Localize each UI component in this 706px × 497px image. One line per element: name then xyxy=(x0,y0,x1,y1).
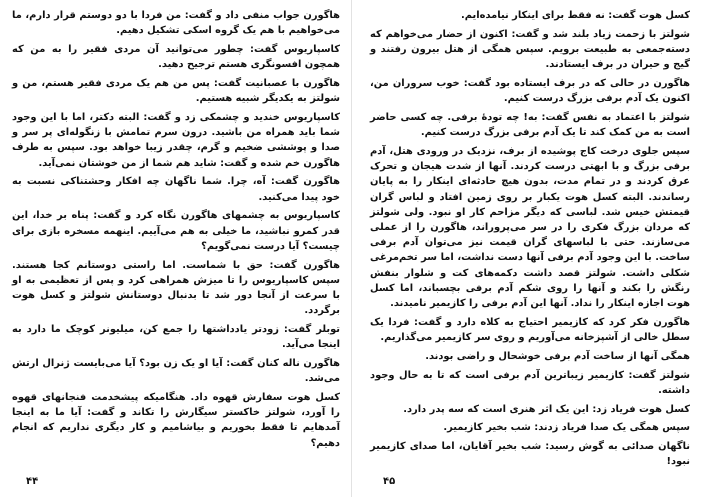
paragraph: توبلر گفت: زودتر یادداشتها را جمع کن، میلیونر کوچک ما دارد به اینجا می‌آید. xyxy=(12,324,340,351)
paragraph: سپس همگی یک صدا فریاد زدند: شب بخیر کازیمیر. xyxy=(443,422,690,434)
paragraph: سپس جلوی درخت کاج پوشیده از برف، نزدیک در ورودی هتل، آدم برفی بزرگ و با ابهتی درست کردند. آنها از شدت هیجان و تحرک عرق کردند و در تمام مدت، بدون هیچ حادثه‌ای اینکار را به پایان رساندند. البته کسل هوت یکبار بر روی زمین افتاد و لباس گران قیمتش خیس شد. لباسی که دیگر مزاحم کار او نبود. ولی شولتز که مردان بزرگ فکری را در سر می‌پروراند، هاگورن را از عملی می‌سازند. حتی با لباسهای گران قیمت نیز می‌توان آدم برفی ساخت. با این وجود آدم برفی آنها دست نداشت، اما سر تخم‌مرغی شکلی داشت. شولتز قصد داشت دکمه‌های کت و شلوار بنفش رنگش را بکند و آنها را روی شکم آدم برفی بچسباند، اما کسل هوت اجازه اینکار را نداد. آنها این آدم برفی را کازیمیر نامیدند. xyxy=(370,146,690,310)
right-page-text xyxy=(370,8,690,473)
paragraph: هاگورن با عصبانیت گفت: پس من هم یک مردی فقیر هستم، من و شولتز به یکدیگر شبیه هستیم. xyxy=(12,78,340,105)
paragraph: کاسپاریوس به چشمهای هاگورن نگاه کرد و گفت: پناه بر خدا، این قدر کمرو نباشید، ما خیلی به هم می‌آییم. اینهمه مسخره بازی برای چیست؟ آیا درست نمی‌گویم؟ xyxy=(12,210,340,252)
paragraph: هاگورن گفت: حق با شماست. اما راستی دوستانم کجا هستند. سپس کاسپاریوس را تا میزش همراهی کرد و پس از تعظیمی به او با سرعت از آنجا دور شد تا بدنبال دوستانش شولتز و کسل هوت برگردد. xyxy=(12,259,340,317)
paragraph: کسل هوت سفارش قهوه داد. هنگامیکه پیشخدمت فنجانهای قهوه را آورد، شولتز خاکستر سیگارش را تکاند و گفت: آیا ما به اینجا آمدهایم تا فقط بخوریم و بیاشامیم و کار دیگری نداریم که انجام دهیم؟ xyxy=(12,392,340,449)
page-number: ۴۵ xyxy=(383,476,396,487)
left-page xyxy=(0,0,352,497)
paragraph: کاسپاریوس خندید و چشمکی زد و گفت: البته دکتر، اما با این وجود شما باید همراه من باشید. درون سرم تمامش با زنگوله‌ای پر سر و صدا و پوششی ضخیم و گرم، چقدر زیبا خواهد بود. سپس به طرف هاگورن خم شده و گفت: شاید هم شما از من خوشتان نمی‌آید. xyxy=(12,112,340,169)
paragraph: شولتز گفت: کازیمیر زیباترین آدم برفی است که تا به حال وجود داشته. xyxy=(370,369,690,396)
right-page xyxy=(353,0,706,497)
left-page-text xyxy=(12,8,340,454)
page-number: ۴۴ xyxy=(26,476,39,487)
paragraph: همگی آنها از ساخت آدم برفی خوشحال و راضی بودند. xyxy=(425,350,690,362)
paragraph: هاگورن در حالی که در برف ایستاده بود گفت: خوب سروران من، اکنون یک آدم برفی بزرگ درست کنیم. xyxy=(370,78,690,105)
paragraph: ناگهان صدائی به گوش رسید: شب بخیر آقایان، اما صدای کازیمیر نبود! xyxy=(370,441,690,468)
paragraph: شولتز با اعتماد به نفس گفت: به! چه تودهٔ برفی. چه کسی حاضر است به من کمک کند تا یک آدم برفی بزرگ درست کنیم. xyxy=(370,112,690,139)
paragraph: شولتز با زحمت زیاد بلند شد و گفت: اکنون از حضار می‌خواهم که دسته‌جمعی به طبیعت برویم. سپس همگی از هتل بیرون رفتند و گیج و حیران در برف ایستادند. xyxy=(370,28,690,71)
paragraph: هاگورن جواب منفی داد و گفت: من فردا با دو دوستم قرار دارم، ما می‌خواهیم با هم یک گروه اسکی تشکیل دهیم. xyxy=(12,10,340,37)
paragraph: هاگورن ناله کنان گفت: آیا او یک زن بود؟ آیا می‌بایست ژنرال ارتش می‌شد. xyxy=(12,358,340,385)
paragraph: کسل هوت فریاد زد: این یک اثر هنری است که سه پدر دارد. xyxy=(403,403,690,415)
paragraph: هاگورن فکر کرد که کازیمیر احتیاج به کلاه دارد و گفت: فردا یک سطل خالی از آشپزخانه می‌آوریم و روی سر کازیمیر می‌گذاریم. xyxy=(370,316,690,344)
paragraph: کاسپاریوس گفت: چطور می‌توانید آن مردی فقیر را به من که همچون افسونگری هستم ترجیح دهید. xyxy=(12,44,340,71)
paragraph: هاگورن گفت: آه، چرا. شما ناگهان چه افکار وحشتناکی نسبت به خود پیدا می‌کنید. xyxy=(12,176,340,203)
paragraph: کسل هوت گفت: نه فقط برای اینکار نیامده‌ایم. xyxy=(461,10,690,21)
